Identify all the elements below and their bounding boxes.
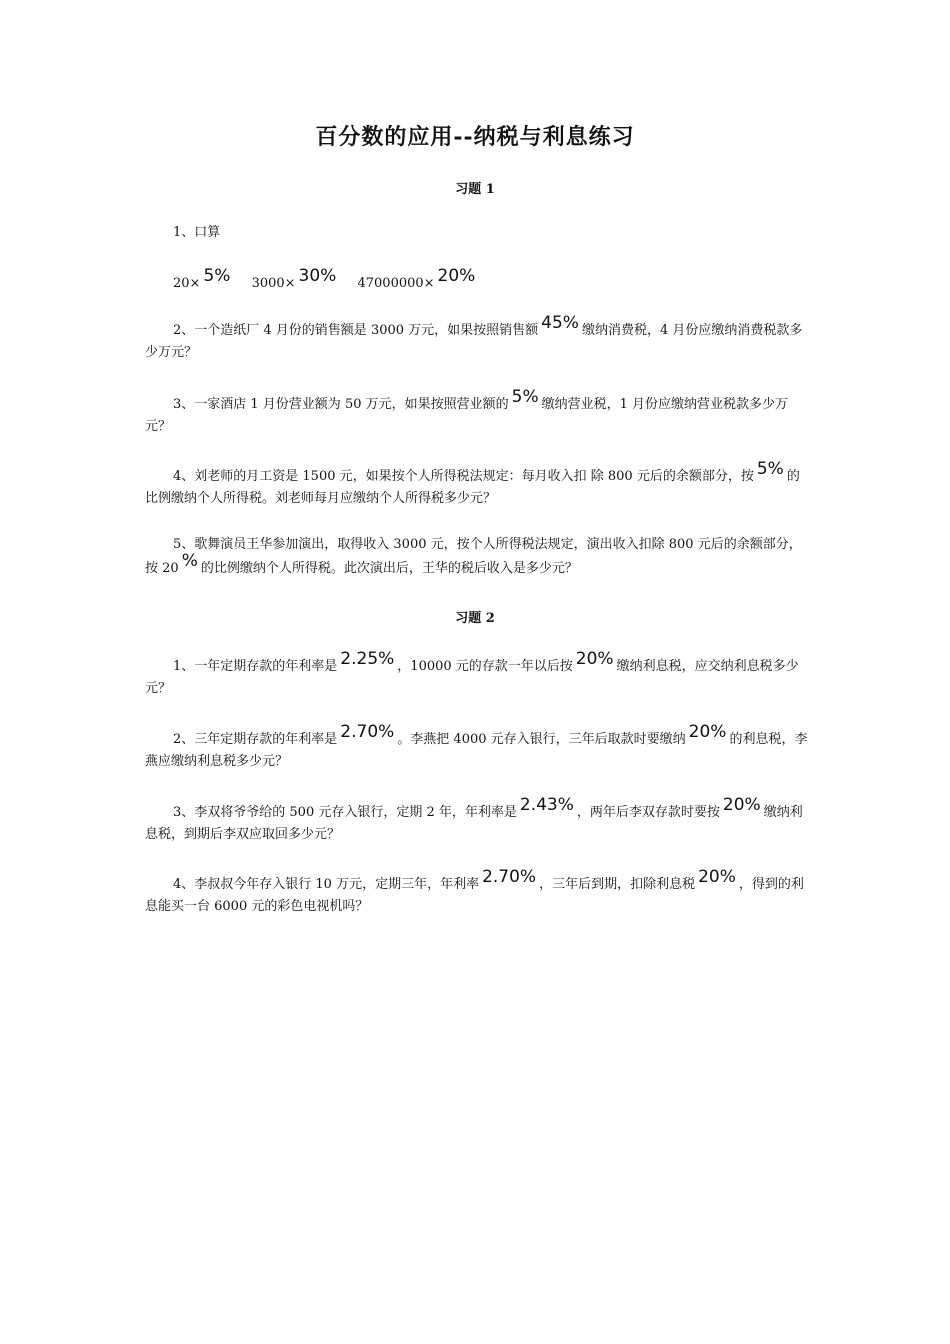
exercise-1-question-4: 4、刘老师的月工资是 1500 元，如果按个人所得税法规定：每月收入扣 除 800 元后的余额部分，按 5% 的比例缴纳个人所得税。刘老师每月应缴纳个人所得税多少元？ (145, 459, 800, 506)
exercise-1-question-3: 3、一家酒店 1 月份营业额为 50 万元，如果按照营业额的 5% 缴纳营业税，1 月份应缴纳营业税款多少万元？ (145, 387, 789, 434)
exercise-2-heading: 习题 2 (455, 611, 495, 626)
mental-math-row (173, 266, 492, 292)
exercise-2-question-1: 1、一年定期存款的年利率是 2.25% ，10000 元的存款一年以后按 20% 缴纳利息税，应交纳利息税多少元？ (145, 649, 799, 696)
exercise-2-question-2: 2、三年定期存款的年利率是 2.70% 。李燕把 4000 元存入银行，三年后取款时要缴纳 20% 的利息税，李燕应缴纳利息税多少元？ (145, 722, 808, 769)
exercise-1-heading: 习题 1 (455, 182, 495, 197)
exercise-2-question-4: 4、李叔叔今年存入银行 10 万元，定期三年，年利率 2.70% ，三年后到期，扣除利息税 20% ，得到的利息能买一台 6000 元的彩色电视机吗？ (145, 867, 804, 914)
mental-math-item: 47000000× 20% (357, 266, 476, 291)
exercise-2-question-3: 3、李双将爷爷给的 500 元存入银行，定期 2 年，年利率是 2.43% ，两年后李双存款时要按 20% 缴纳利息税，到期后李双应取回多少元？ (145, 795, 803, 842)
exercise-1-question-2: 2、一个造纸厂 4 月份的销售额是 3000 万元，如果按照销售额 45% 缴纳消费税，4 月份应缴纳消费税款多少万元？ (145, 313, 803, 360)
page-title: 百分数的应用--纳税与利息练习 (315, 124, 635, 150)
exercise-1-question-5: 5、歌舞演员王华参加演出，取得收入 3000 元，按个人所得税法规定，演出收入扣除 800 元后的余额部分，按 20 % 的比例缴纳个人所得税。此次演出后，王华的税后收入是多少元？ (145, 537, 802, 576)
question-1-label: 1、口算 (173, 225, 221, 240)
mental-math-item: 20× 5% (173, 266, 231, 291)
mental-math-item: 3000× 30% (251, 266, 337, 291)
